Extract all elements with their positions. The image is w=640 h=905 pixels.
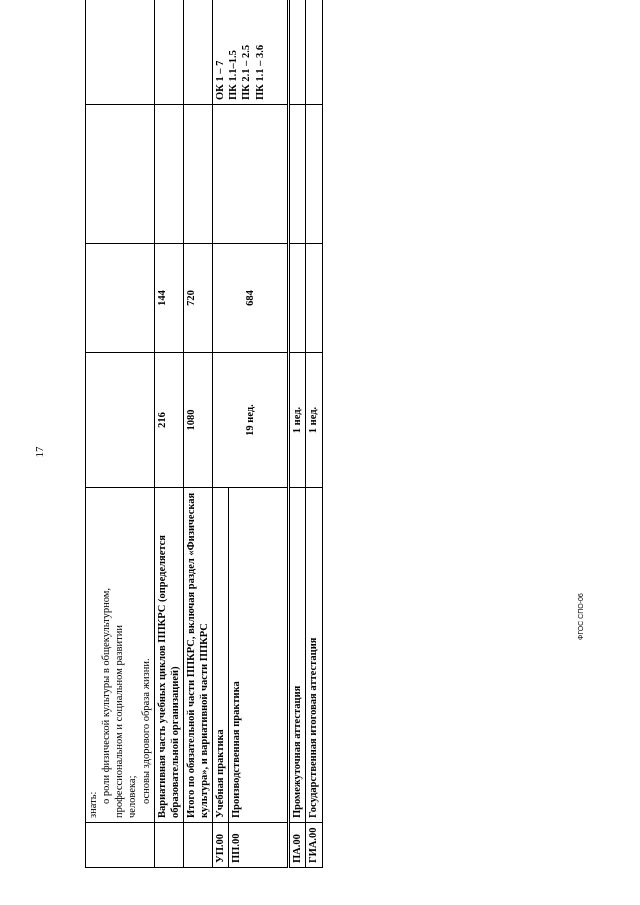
total-hours-cell: 1 нед. (306, 353, 322, 488)
competence-code: ОК 1 – 7 (215, 60, 227, 100)
table-row-total (183, 0, 212, 868)
competence-code: ПК 1.1–1.5 (228, 50, 240, 100)
competence-cell (306, 0, 322, 105)
discipline-cell (86, 105, 155, 244)
competence-code: ПК 1.1 – 3.6 (254, 44, 266, 100)
total-hours-cell: 19 нед. (213, 353, 289, 488)
discipline-cell (154, 105, 183, 244)
table-row-practice-edu (213, 0, 229, 868)
knowledge-line: профессиональном и социальном развитии (114, 625, 126, 818)
competence-cell (289, 0, 306, 105)
total-hours-cell: 1 нед. (289, 353, 306, 488)
oblig-hours-cell: 720 (183, 244, 212, 353)
total-hours-cell (86, 353, 155, 488)
code-cell: ПА.00 (289, 823, 306, 868)
section-name-cell: Учебная практика (213, 488, 229, 823)
knowledge-cell (86, 488, 155, 823)
code-cell: УП.00 (213, 823, 229, 868)
competence-code: ПК 2.1 – 2.5 (241, 44, 253, 100)
knowledge-line: о роли физической культуры в общекультурном, (101, 587, 113, 804)
footer-code: ФГОС СПО-06 (578, 593, 585, 640)
section-name-cell: Производственная практика (229, 488, 289, 823)
code-cell: ГИА.00 (306, 823, 322, 868)
knowledge-line: человека; (127, 775, 139, 818)
curriculum-table-rotated (85, 38, 360, 868)
table-row-final (306, 0, 322, 868)
page-number: 17 (34, 446, 46, 458)
section-name-cell: Вариативная часть учебных циклов ППКРС (определяется образовательной организацией) (154, 488, 183, 823)
discipline-cell (183, 105, 212, 244)
table-row-knowledge (86, 0, 155, 868)
oblig-hours-cell (86, 244, 155, 353)
total-hours-cell: 1080 (183, 353, 212, 488)
table-row-variative (154, 0, 183, 868)
oblig-hours-cell: 144 (154, 244, 183, 353)
discipline-cell (306, 105, 322, 244)
oblig-hours-cell: 684 (213, 244, 289, 353)
section-name-cell: Государственная итоговая аттестация (306, 488, 322, 823)
discipline-cell (289, 105, 306, 244)
competence-cell (86, 0, 155, 105)
knowledge-line: основы здорового образа жизни. (140, 658, 152, 804)
competence-cell (213, 0, 289, 105)
table-row-intermediate (289, 0, 306, 868)
competence-cell (154, 0, 183, 105)
oblig-hours-cell (306, 244, 322, 353)
code-cell (154, 823, 183, 868)
code-cell: ПП.00 (229, 823, 289, 868)
section-name-cell: Промежуточная аттестация (289, 488, 306, 823)
total-hours-cell: 216 (154, 353, 183, 488)
curriculum-table (85, 0, 323, 868)
discipline-cell (213, 105, 289, 244)
code-cell (86, 823, 155, 868)
competence-cell (183, 0, 212, 105)
section-name-cell: Итого по обязательной части ППКРС, включая раздел «Физическая культура», и вариативной части ППКРС (183, 488, 212, 823)
code-cell (183, 823, 212, 868)
knowledge-heading: знать: (88, 791, 99, 818)
oblig-hours-cell (289, 244, 306, 353)
